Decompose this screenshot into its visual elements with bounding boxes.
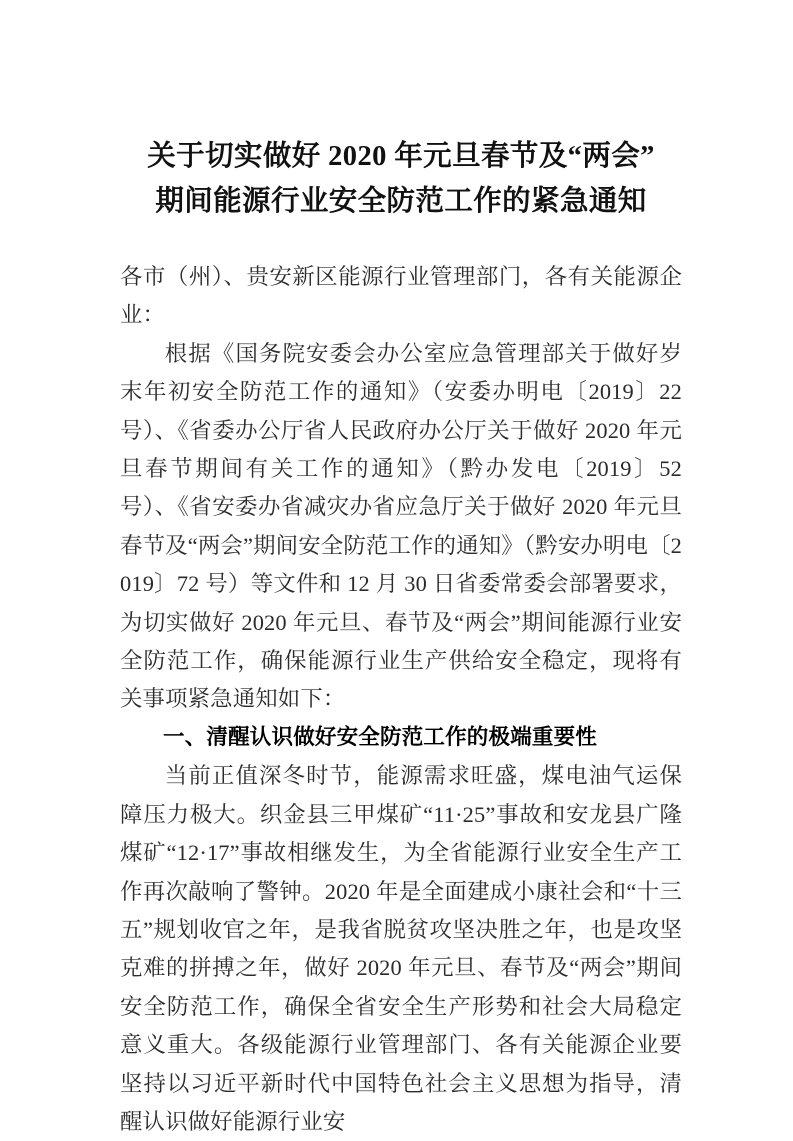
- page-title-line-2: 期间能源行业安全防范工作的紧急通知: [155, 186, 647, 217]
- document-content: [120, 0, 682, 1141]
- document-body: [120, 258, 682, 1141]
- section-heading-one: 一、清醒认识做好安全防范工作的极端重要性: [163, 724, 598, 750]
- preamble-paragraph: 根据《国务院安委会办公室应急管理部关于做好岁末年初安全防范工作的通知》（安委办明电〔2019〕22 号）、《省委办公厅省人民政府办公厅关于做好 2020 年元旦春节期间有关工作的通知》（黔办发电〔2019〕52 号）、《省安委办省减灾办省应急厅关于做好 2020 年元旦春节及“两会”期间安全防范工作的通知》（黔安办明电〔2019〕72 号）等文件和 12 月 30 日省委常委会部署要求，为切实做好 2020 年元旦、春节及“两会”期间能源行业安全防范工作，确保能源行业生产供给安全稳定，现将有关事项紧急通知如下：: [120, 340, 682, 712]
- salutation-paragraph: 各市（州）、贵安新区能源行业管理部门，各有关能源企业：: [120, 264, 682, 328]
- page-title-line-1: 关于切实做好 2020 年元旦春节及“两会”: [147, 141, 655, 172]
- section-one-paragraph: 当前正值深冬时节，能源需求旺盛，煤电油气运保障压力极大。织金县三甲煤矿“11·25”事故和安龙县广隆煤矿“12·17”事故相继发生，为全省能源行业安全生产工作再次敲响了警钟。2020 年是全面建成小康社会和“十三五”规划收官之年，是我省脱贫攻坚决胜之年，也是攻坚克难的拼搏之年，做好 2020 年元旦、春节及“两会”期间安全防范工作，确保全省安全生产形势和社会大局稳定意义重大。各级能源行业管理部门、各有关能源企业要坚持以习近平新时代中国特色社会主义思想为指导，清醒认识做好能源行业安: [120, 763, 682, 1134]
- page-title: [120, 0, 682, 224]
